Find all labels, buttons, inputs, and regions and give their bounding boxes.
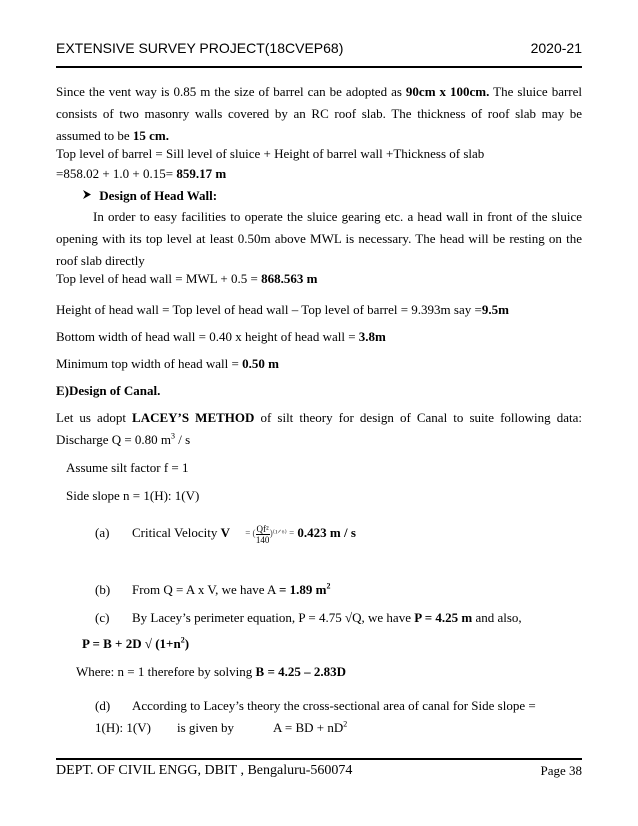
item-label: (a) [95,525,110,540]
bold-text: P = B + 2D √ (1+n [82,636,181,651]
item-label: (c) [95,610,110,625]
bold-text: 3.8m [358,329,386,344]
footer-divider [56,758,582,760]
text: Bottom width of head wall = 0.40 x height of head wall = [56,329,359,344]
bold-text: 868.563 m [261,271,318,286]
velocity-formula [245,523,294,544]
text: Since the vent way is 0.85 m the size of barrel can be adopted as [56,84,406,99]
item-d-line2 [95,718,347,738]
formula-exponent: )⁽¹ᐟ⁶⁾ = [269,528,295,539]
side-slope: Side slope n = 1(H): 1(V) [66,488,200,503]
text: Where: n = 1 therefore by solving [76,664,256,679]
formula-denominator: 140 [255,534,270,545]
item-d [95,696,536,716]
bold-text: 9.5m [481,302,509,317]
item-c [95,608,522,628]
heading-text: Design of Head Wall: [99,188,218,203]
text: By Lacey’s perimeter equation, P = 4.75 √Q, we have [132,610,415,625]
top-level-barrel-line1: Top level of barrel = Sill level of sluice + Height of barrel wall +Thickness of slab [56,146,485,161]
head-wall-top-level [56,269,317,289]
text: / s [175,432,191,447]
head-wall-height [56,300,509,320]
item-b [95,580,330,600]
head-wall-para: In order to easy facilities to operate the sluice gearing etc. a head wall in front of the sluice opening with its top level at least 0.50m above MWL is necessary. The head will be resting on the roof slab directly [56,209,582,268]
para-barrel-size [56,81,582,147]
superscript: 2 [343,719,348,729]
bold-text: B = 4.25 – 2.83D [255,664,346,679]
text: Let us adopt [56,410,133,425]
canal-intro [56,407,582,451]
text: From Q = A x V, we have A [132,582,279,597]
footer-dept: DEPT. OF CIVIL ENGG, DBIT , Bengaluru-560074 [56,763,353,778]
bold-text: P = 4.25 m [414,610,473,625]
text: is given by [177,720,235,735]
text: =858.02 + 1.0 + 0.15= [56,166,177,181]
bold-text: 0.50 m [242,356,279,371]
page-number: Page 38 [540,763,582,778]
page-footer [56,763,582,779]
formula-fraction [256,524,270,545]
superscript: 3 [171,431,176,441]
item-a [95,523,356,545]
heading-text: E)Design of Canal. [56,383,161,398]
perimeter-equation [82,634,189,654]
page-header [56,40,582,56]
bold-text: 90cm x 100cm. [405,84,490,99]
arrow-bullet-icon [82,186,96,206]
head-wall-heading [82,186,217,206]
header-divider [56,66,582,68]
bold-text: 0.423 m / s [297,525,356,540]
text: A = BD + nD [273,720,344,735]
item-label: (d) [95,698,111,713]
text: of silt theory for design of Canal to suite following data: Discharge Q = 0.80 m [56,410,583,447]
head-wall-bottom-width [56,327,386,347]
top-level-barrel-line2 [56,164,226,184]
superscript: 2 [326,581,331,591]
bold-text: LACEY’S METHOD [132,410,255,425]
text: Top level of head wall = MWL + 0.5 = [56,271,262,286]
text: Critical Velocity [132,525,221,540]
bold-text: 859.17 m [176,166,227,181]
canal-heading [56,381,160,401]
head-wall-min-width [56,354,279,374]
bold-text: 15 cm. [132,128,170,143]
silt-factor: Assume silt factor f = 1 [66,460,189,475]
bold-text: = 1.89 m [278,582,327,597]
bold-text: V [220,525,230,540]
header-year: 2020-21 [530,40,582,56]
bold-text: ) [184,636,190,651]
text: According to Lacey’s theory the cross-sectional area of canal for Side slope = [132,698,536,713]
text: 1(H): 1(V) [95,720,151,735]
text: Minimum top width of head wall = [56,356,243,371]
header-title: EXTENSIVE SURVEY PROJECT(18CVEP68) [56,40,344,56]
item-label: (b) [95,582,111,597]
text: The sluice barrel consists of two masonry walls covered by an RC roof slab. The thickness of roof slab may be assumed to be [56,84,583,143]
text: and also, [472,610,522,625]
where-line [76,662,346,682]
text: Height of head wall = Top level of head wall – Top level of barrel = 9.393m say = [56,302,482,317]
superscript: 2 [180,635,185,645]
formula-eq: = ( [245,528,256,539]
formula-numerator: Qf² [256,523,269,534]
